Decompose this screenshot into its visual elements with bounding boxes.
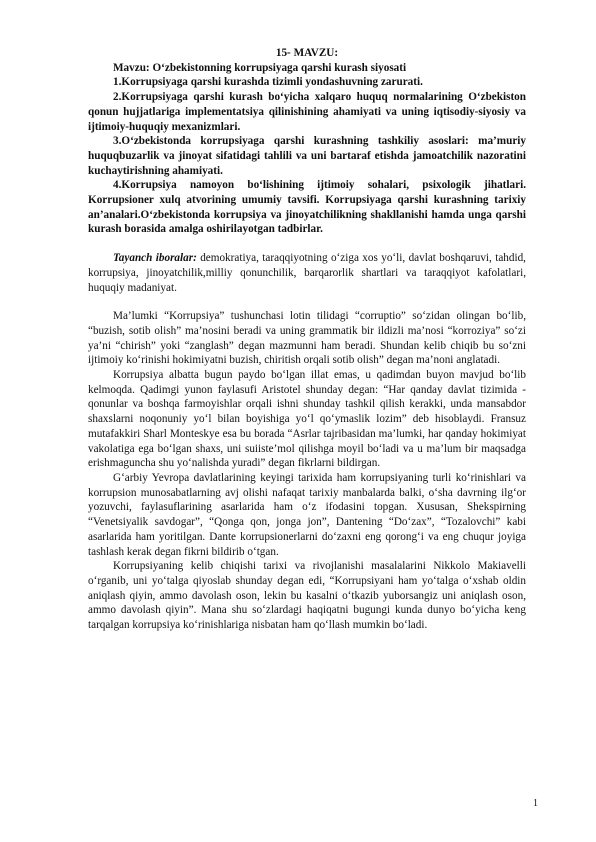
plan-item-1: 1.Korrupsiyaga qarshi kurashda tizimli yondashuvning zarurati.	[113, 76, 423, 89]
spacer	[88, 237, 526, 251]
plan-item-4: 4.Korrupsiya namoyon bo‘lishining ijtimoiy sohalari, psixologik jihatlari. Korrupsioner xulq atvorining umumiy tavsifi. Korrupsiyaga qarshi kurashning tarixiy an’analari.O‘zbekistonda korrupsiya va jinoyatchilikning shakllanishi hamda unga qarshi kurash borasida amalga oshirilayotgan tadbirlar.	[88, 179, 526, 236]
plan-item-3: 3.O‘zbekistonda korrupsiyaga qarshi kurashning tashkiliy asoslari: ma’muriy huquqbuzarlik va jinoyat sifatidagi tahlili va uni bartaraf etishda jamoatchilik nazoratini kuchaytirishning ahamiyati.	[88, 135, 526, 177]
keywords-text: demokratiya, taraqqiyotning o‘ziga xos yo‘li, davlat boshqaruvi, tahdid, korrupsiya, jinoyatchilik,milliy qonunchilik, barqarorlik shartlari va taraqqiyot kafolatlari, huquqiy madaniyat.	[88, 252, 526, 294]
plan-item-2: 2.Korrupsiyaga qarshi kurash bo‘yicha xalqaro huquq normalarining O‘zbekiston qonun hujjatlariga implementatsiya qilinishining ahamiyati va uning iqtisodiy-siyosiy va ijtimoiy-huquqiy mexanizmlari.	[88, 91, 526, 133]
body-paragraph-2: Korrupsiya albatta bugun paydo bo‘lgan illat emas, u qadimdan buyon mavjud bo‘lib kelmoqda. Qadimgi yunon faylasufi Aristotel shunday degan: “Har qanday davlat tizimida - qonunlar va boshqa farmoyishlar orqali ishni shunday tashkil qilish kerakki, unda mansabdor shaxslarni noqonuniy yo‘l bilan boyishiga yo‘l qo‘ymaslik lozim” deb hisoblaydi. Fransuz mutafakkiri Sharl Monteskye esa bu borada “Asrlar tajribasidan ma’lumki, har qanday hokimiyat vakolatiga ega bo‘lgan shaxs, uni suiiste’mol qilishga moyil bo‘ladi va u ma’lum bir maqsadga erishmaguncha shu yo‘nalishda yuradi” degan fikrlarni bildirgan.	[88, 369, 526, 470]
document-page	[88, 46, 526, 633]
body-paragraph-1: Ma’lumki “Korrupsiya” tushunchasi lotin tilidagi “corruptio” so‘zidan olingan bo‘lib, “buzish, sotib olish” ma’nosini beradi va uning grammatik bir ildizli ma’nosi “korroziya” so‘zi ya’ni “chirish” yoki “zanglash” degan mazmunni ham beradi. Shundan kelib chiqib bu so‘zni ijtimoiy ko‘rinishi hokimiyatni buzish, chiritish orqali sotib olish” degan ma’noni anglatadi.	[88, 310, 526, 367]
body-paragraph-4: Korrupsiyaning kelib chiqishi tarixi va rivojlanishi masalalarini Nikkolo Makiavelli o‘rganib, uni yo‘talga qiyoslab shunday degan edi, “Korrupsiyani ham yo‘talga o‘xshab oldin aniqlash qiyin, ammo davolash oson, lekin bu kasalni o‘tkazib yuborsangiz uni aniqlash oson, ammo davolash qiyin”. Mana shu so‘zlardagi haqiqatni bugungi kunda dunyo bo‘yicha keng tarqalgan korrupsiya ko‘rinishlariga nisbatan ham qo‘llash mumkin bo‘ladi.	[88, 560, 526, 632]
body-paragraph-3: G‘arbiy Yevropa davlatlarining keyingi tarixida ham korrupsiyaning turli ko‘rinishlari va korrupsion munosabatlarning avj olishi nafaqat tarixiy manbalarda balki, o‘sha davrning ilg‘or yozuvchi, faylasuflarining asarlarida ham o‘z ifodasini topgan. Xususan, Shekspirning “Venetsiyalik savdogar”, “Qonga qon, jonga jon”, Dantening “Do‘zax”, “Tozalovchi” kabi asarlarida ham yoritilgan. Dante korrupsionerlarni do‘zaxni eng qorong‘i va eng chuqur joyiga tashlash kerak degan fikrni bildirib o‘tgan.	[88, 471, 526, 558]
keywords-paragraph	[88, 251, 526, 295]
spacer	[88, 295, 526, 309]
topic-heading: Mavzu: O‘zbekistonning korrupsiyaga qarshi kurash siyosati	[113, 61, 407, 74]
lesson-number: 15- MAVZU:	[275, 47, 339, 59]
page-number: 1	[533, 798, 538, 809]
keywords-label: Tayanch iboralar:	[113, 252, 197, 265]
